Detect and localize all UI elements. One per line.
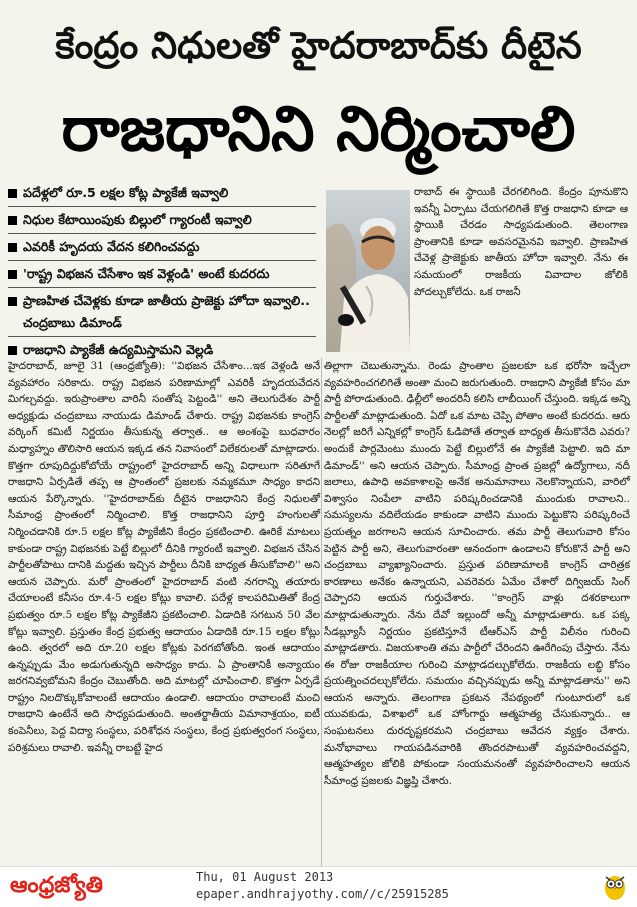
footer-bar — [0, 866, 637, 907]
headline-main: రాజధానిని నిర్మించాలి — [61, 92, 576, 165]
bullet-icon — [8, 270, 17, 279]
bullet-item: రాజధాని ప్యాకేజీ ఉద్యమిస్తామని వెల్లడి — [8, 339, 316, 361]
divider — [8, 206, 316, 207]
bullet-icon — [8, 297, 17, 306]
bullet-icon — [8, 243, 17, 252]
bullet-item: ఎవరికీ హృదయ వేదన కలిగించవద్దు — [8, 236, 316, 258]
speaker-photo — [326, 190, 410, 352]
bullet-icon — [8, 216, 17, 225]
andhrajyothy-logo: ఆంధ్రజ్యోతి — [10, 873, 103, 898]
divider — [8, 260, 316, 261]
bullet-icon — [8, 346, 17, 355]
bullet-item: నిధుల కేటాయింపుకు బిల్లులో గ్యారంటీ ఇవ్వాలి — [8, 209, 316, 231]
bullet-item: పదేళ్లలో రూ.5 లక్షల కోట్ల ప్యాకేజీ ఇవ్వాలి — [8, 182, 316, 204]
bullet-item: 'రాష్ట్ర విభజన చేసేశాం ఇక వెళ్లండి' అంటే కుదరదు — [8, 263, 316, 285]
edition-date: Thu, 01 August 2013 — [196, 870, 334, 884]
headline-kicker: కేంద్రం నిధులతో హైదరాబాద్‌కు దీటైన — [55, 24, 582, 67]
article-column-top-right: రాబాద్ ఈ స్థాయికి చేరగలిగింది. కేంద్రం పూనుకొని ఇవన్నీ ఏర్పాటు చేయగలిగితే కొత్త రాజధాని కూడా ఆ స్థాయికి చేరడం సాధ్యపడుతుంది. తెలంగాణ ప్రాంతానికి కూడా అవసరమైనవి ఇవ్వాలి. ప్రాణహిత చేవెళ్ల ప్రాజెక్టుకు జాతీయ హోదా ఇవ్వాలి. నేను ఈ సమయంలో రాజకీయ వివాదాల జోలికి పోదల్చుకోలేదు. ఒక రాజనీ — [414, 186, 628, 298]
bullet-item: ప్రాణహిత చేవెళ్లకు కూడా జాతీయ ప్రాజెక్టు హోదా ఇవ్వాలి.. చంద్రబాబు డిమాండ్ — [8, 290, 316, 334]
epaper-link[interactable]: epaper.andhrajyothy.com//c/25915285 — [196, 887, 449, 901]
bullet-icon — [8, 189, 17, 198]
article-column-right: తిల్లాగా చెబుతున్నాను. రెండు ప్రాంతాల ప్రజలకూ ఒక భరోసా ఇచ్చేలా వ్యవహరించగలిగితే అంతా మంచి జరుగుతుంది. రాజధాని ప్యాకేజీ కోసం మా పార్టీ పోరాడుతుంది. ఢిల్లీలో అందరినీ కలిసి లాబీయింగ్ చేస్తుంది. ఇక్కడ అన్ని పార్టీలతో మాట్లాడుతుంది. ఏదో ఒక మాట చెప్పి పోతాం అంటే కుదరదు. ఆరు నెలల్లో జరిగే ఎన్నికల్లో కాంగ్రెస్ ఓడిపోతే తర్వాత బాధ్యత తీసుకొనేది ఎవరు? అందుకే పార్లమెంటు ముందు పెట్టే బిల్లులోనే ఈ ప్యాకేజీ పెట్టాలి. ఇది మా డిమాండ్'' అని ఆయన చెప్పారు. సీమాంధ్ర ప్రాంత ప్రజల్లో ఉద్యోగాలు, నదీ జలాలు, ఉపాధి అవకాశాలపై అనేక అనుమానాలు నెలకొన్నాయని, వారిలో విశ్వాసం నింపేలా వాటిని పరిష్కరించడానికి ముందుకు రావాలని.. సమస్యలను వదిలేయడం కాకుండా వాటిని ముందు పెట్టుకొని పరిష్కరించే ప్రయత్నం జరగాలని ఆయన సూచించారు. తమ పార్టీ తెలుగువారి కోసం పెట్టిన పార్టీ అని, తెలుగువారంతా ఆనందంగా ఉండాలని కోరుకొనే పార్టీ అని చంద్రబాబు వ్యాఖ్యానించారు. ప్రస్తుత పరిణామాలకి కాంగ్రెస్ చారిత్రక కారణాలు అనేకం ఉన్నాయని, ఎవరెవరు ఏమేం చేశారో దిగ్విజయ్ సింగ్ చెప్పారని ఆయన గుర్తుచేశారు. ''కాంగ్రెస్ వాళ్లు దశరకాలుగా మాట్లాడుతున్నారు. నేను దేవో ఇల్లుందో అన్నీ మాట్లాడుతారు. ఒక పక్క సీడబ్ల్యూసీ నిర్ణయం ప్రకటిస్తూనే టీఆర్ఎస్ పార్టీ విలీనం గురించి మాట్లాడతారు. విజయశాంతి తమ పార్టీలో చేరిందని ఊరేగింపు చేస్తారు. నేను ఈ రోజు రాజకీయాల గురించి మాట్లాడదల్చుకోలేదు. రాజకీయ లబ్ధి కోసం ప్రయత్నించదల్చుకోలేదు. సమయం వచ్చినప్పుడు అన్నీ మాట్లాడతాను'' అని ఆయన అన్నారు. తెలంగాణ ప్రకటన నేపథ్యంలో గుంటూరులో ఒక యువకుడు, విశాఖలో ఒక హోంగార్డు ఆత్మహత్య చేసుకున్నారు.. ఆ సంఘటనలు దురదృష్టకరమని చంద్రబాబు ఆవేదన వ్యక్తం చేశారు. మనోభావాలు గాయపడినవారికి తొందరపాటుతో వ్యవహరించవద్దని, ఆత్మహత్యల జోలికి పోకుండా సంయమనంతో వ్యవహరించాలని ఆయన సీమాంధ్ర ప్రజలకు విజ్ఞప్తి చేశారు. — [324, 360, 630, 787]
divider — [8, 336, 316, 337]
article-column-left: హైదరాబాద్, జూలై 31 (ఆంధ్రజ్యోతి): ''విభజన చేసేశాం...ఇక వెళ్లండి అనే వ్యవహారం సరికాదు. రాష్ట్ర విభజన పరిణామాల్లో ఎవరికీ హృదయవేదన మిగల్చవద్దు. ఇరుప్రాంతాల వారినీ సంతోష పెట్టండి'' అని తెలుగుదేశం పార్టీ అధ్యక్షుడు చంద్రబాబు నాయుడు డిమాండ్ చేశారు. రాష్ట్ర విభజనకు కాంగ్రెస్ వర్కింగ్ కమిటీ నిర్ణయం తీసుకున్న తర్వాత.. ఆ అంశంపై బుధవారం మధ్యాహ్నం తొలిసారి ఆయన ఇక్కడ తన నివాసంలో విలేకరులతో మాట్లాడారు. కొత్తగా రూపుదిద్దుకోబోయే రాష్ట్రంలో హైదరాబాద్ అన్ని విధాలుగా సరితూగే రాజధాని ఏర్పడితే తప్ప ఆ ప్రాంతంలో ప్రజలకు నమ్మకమూ సాధ్యం కాదని ఆయన పేర్కొన్నారు. ''హైదరాబాద్‌కు దీటైన రాజధానిని కేంద్ర నిధులతో సీమాంధ్ర ప్రాంతంలో నిర్మించాలి. కొత్త రాజధానిని పూర్తి హంగులతో నిర్మించడానికి రూ.5 లక్షల కోట్ల ప్యాకేజీని కేంద్రం ప్రకటించాలి. ఊరికే మాటలు కాకుండా రాష్ట్ర విభజనకు పెట్టే బిల్లులో దీనికి గ్యారంటీ ఇవ్వాలి. విభజన చేసిన పార్టీలతోపాటు దానికి మద్దతు ఇచ్చిన పార్టీలు దీనికి బాధ్యత తీసుకోవాలి'' అని ఆయన చెప్పారు. మరో ప్రాంతంలో హైదరాబాద్ వంటి నగరాన్ని తయారు చేయాలంటే కనీసం రూ.4-5 లక్షల కోట్లు కావాలి. పదేళ్ల కాలపరిమితితో కేంద్ర ప్రభుత్వం రూ.5 లక్షల కోట్ల ప్యాకేజీని ప్రకటించాలి. ఏడాదికి సగటున 50 వేల కోట్లు ఇవ్వాలి. ప్రస్తుతం కేంద్ర ప్రభుత్వ ఆదాయం ఏడాదికి రూ.15 లక్షల కోట్లు ఉంది. త్వరలో అది రూ.20 లక్షల కోట్లకు పెరగబోతోంది. ఇంత ఆదాయం ఉన్నప్పుడు మేం అడుగుతున్నది అసాధ్యం కాదు. ఏ ప్రాంతానికీ అన్యాయం జరగనివ్వబోమని కేంద్రం చెబుతోంది. అది మాటల్లో చూపించాలి. కొత్తగా ఏర్పడే రాష్ట్రం నిలదొక్కుకోవాలంటే ఆదాయం ఉండాలి. ఆదాయం రావాలంటే మంచి రాజధాని ఉంటేనే అది సాధ్యపడుతుంది. అంతర్జాతీయ విమానాశ్రయం, ఐటీ కంపెనీలు, పెద్ద విద్యా సంస్థలు, పరిశోధన సంస్థలు, కేంద్ర ప్రభుత్వరంగ సంస్థలు, పరిశ్రమలు రావాలి. ఇవన్నీ రాబట్టే హైద — [8, 360, 320, 754]
owl-icon — [603, 871, 627, 905]
column-divider — [321, 358, 322, 866]
divider — [8, 233, 316, 234]
divider — [8, 287, 316, 288]
bullet-list — [8, 182, 316, 363]
